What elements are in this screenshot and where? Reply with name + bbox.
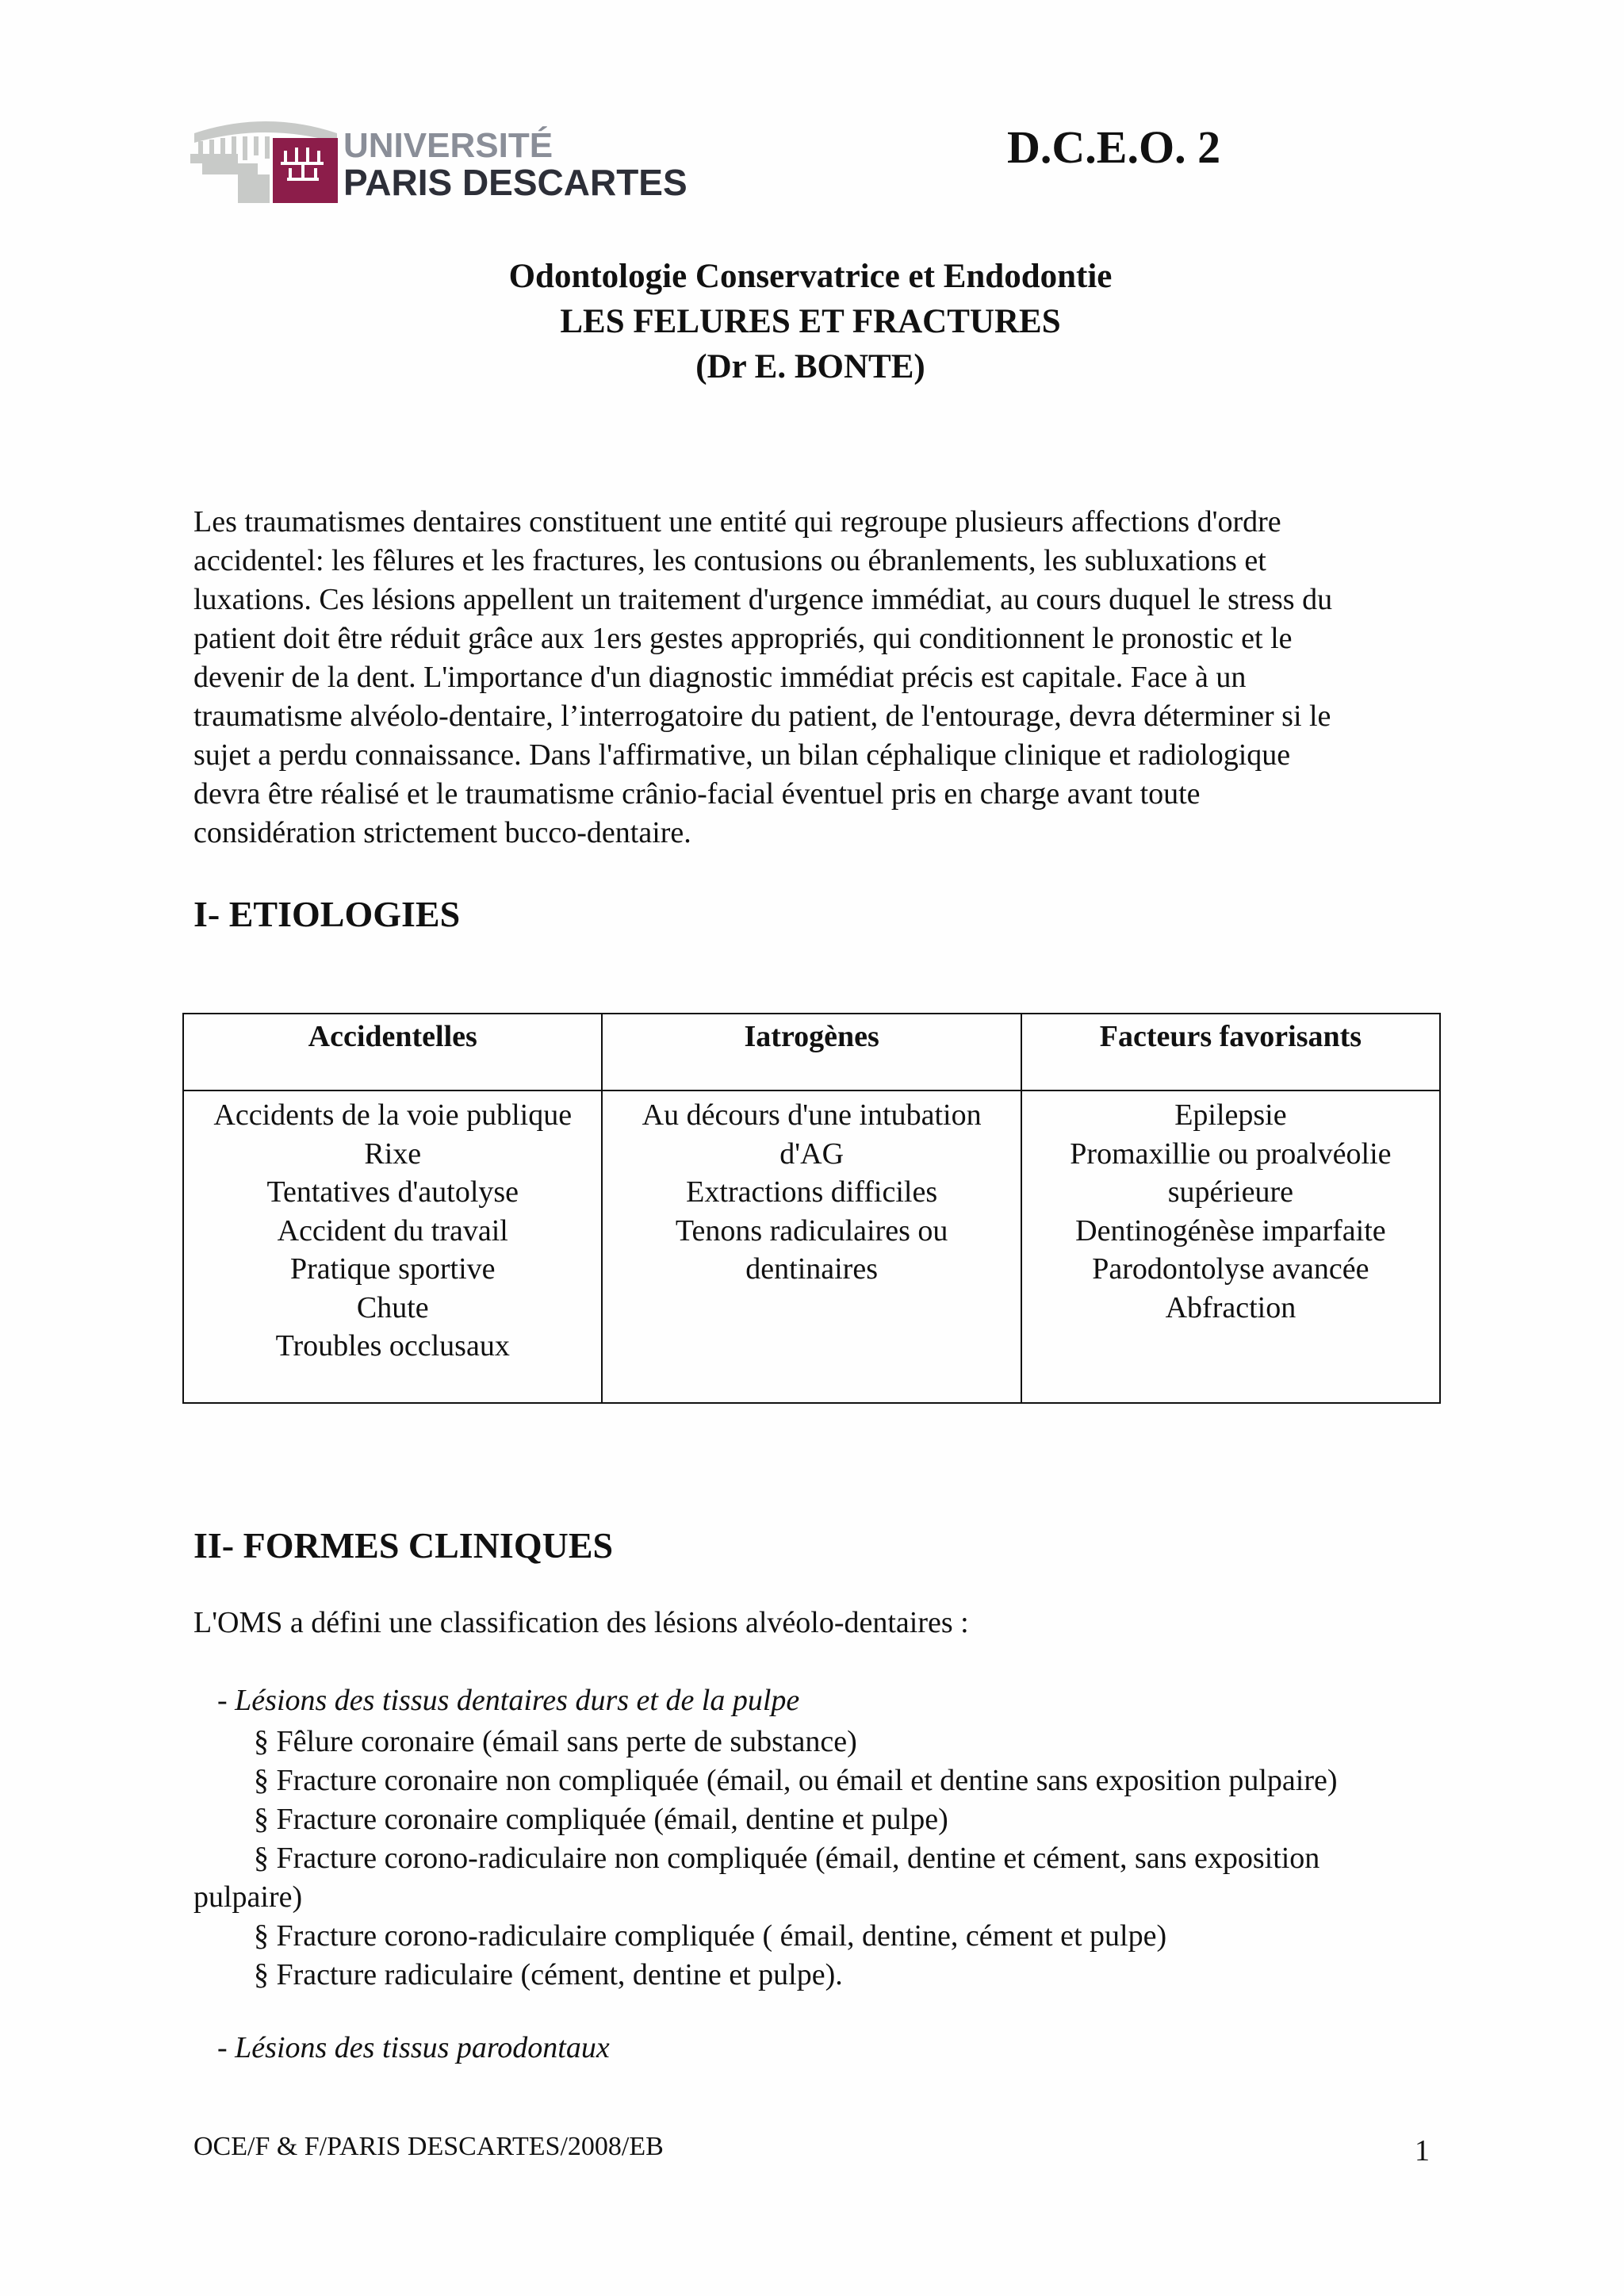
section-heading-formes-cliniques: II- FORMES CLINIQUES [193,1525,614,1566]
table-cell-accidentelles [183,1091,602,1403]
logo-line-2: PARIS DESCARTES [343,162,688,203]
tree-logo-icon [190,116,341,203]
author-line: (Dr E. BONTE) [695,348,925,385]
list-item: Accidents de la voie publique [213,1098,573,1132]
list-item: Rixe [364,1137,422,1171]
paragraph-line: patient doit être réduit grâce aux 1ers gestes appropriés, qui conditionnent le pronostic et le [193,622,1293,655]
topic-title: LES FELURES ET FRACTURES [560,303,1061,340]
list-item: § Fêlure coronaire (émail sans perte de substance) [254,1725,857,1758]
paragraph-line: Les traumatismes dentaires constituent une entité qui regroupe plusieurs affections d'ordre [193,505,1281,539]
list-item: Parodontolyse avancée [1092,1252,1369,1286]
etiologies-table [182,1013,1441,1404]
page-number: 1 [1415,2134,1430,2168]
table-header-row [183,1014,1440,1091]
list-item: Troubles occlusaux [275,1329,510,1363]
column-header: Facteurs favorisants [1021,1014,1440,1091]
list-item: Extractions difficiles [686,1175,938,1209]
category-label: Lésions des tissus dentaires durs et de la pulpe [235,1684,800,1717]
section-heading-etiologies: I- ETIOLOGIES [193,894,461,934]
paragraph-line: traumatisme alvéolo-dentaire, l’interrogatoire du patient, de l'entourage, devra déterminer si le [193,700,1331,733]
dash-bullet: - [217,2031,236,2064]
university-logo [190,116,698,203]
column-header: Accidentelles [183,1014,602,1091]
list-item: dentinaires [745,1252,878,1286]
list-item: Chute [356,1290,429,1324]
list-item-continuation: pulpaire) [193,1880,303,1914]
footer-reference: OCE/F & F/PARIS DESCARTES/2008/EB [193,2132,664,2161]
list-item: Pratique sportive [289,1252,496,1286]
table-cell-iatrogenes [602,1091,1021,1403]
logo-line-1: UNIVERSITÉ [343,126,553,165]
list-item: § Fracture coronaire compliquée (émail, dentine et pulpe) [254,1803,948,1836]
paragraph-line: devenir de la dent. L'importance d'un diagnostic immédiat précis est capitale. Face à un [193,661,1247,694]
list-item: d'AG [779,1137,845,1171]
intro-paragraph [193,503,1438,853]
paragraph-line: accidentel: les fêlures et les fractures, les contusions ou ébranlements, les subluxations et [193,544,1266,577]
list-item: Promaxillie ou proalvéolie [1070,1137,1392,1171]
subject-title: Odontologie Conservatrice et Endodontie [508,258,1113,295]
paragraph-line: sujet a perdu connaissance. Dans l'affirmative, un bilan céphalique clinique et radiologique [193,738,1291,772]
paragraph-line: considération strictement bucco-dentaire. [193,816,691,849]
list-item: Tenons radiculaires ou [675,1213,948,1248]
table-cell-facteurs [1021,1091,1440,1403]
list-item: Dentinogénèse imparfaite [1075,1213,1386,1248]
lesion-list [193,1723,1338,1995]
document-titles [0,254,1624,389]
list-item: Tentatives d'autolyse [266,1175,519,1209]
list-item: Abfraction [1165,1290,1297,1324]
logo-text [343,128,688,201]
course-code: D.C.E.O. 2 [1007,121,1221,173]
paragraph-line: luxations. Ces lésions appellent un traitement d'urgence immédiat, au cours duquel le stress du [193,583,1333,616]
category-label: Lésions des tissus parodontaux [235,2031,610,2064]
list-item: § Fracture coronaire non compliquée (émail, ou émail et dentine sans exposition pulpaire) [254,1764,1338,1797]
list-item: Accident du travail [277,1213,508,1248]
column-header: Iatrogènes [602,1014,1021,1091]
dash-bullet: - [217,1684,236,1717]
table-row [183,1091,1440,1403]
list-item: Epilepsie [1174,1098,1287,1132]
list-item: supérieure [1167,1175,1294,1209]
list-item: § Fracture corono-radiculaire compliquée ( émail, dentine, cément et pulpe) [254,1919,1167,1953]
classification-intro: L'OMS a défini une classification des lésions alvéolo-dentaires : [193,1606,969,1639]
list-item: § Fracture corono-radiculaire non compliquée (émail, dentine et cément, sans exposition [254,1842,1320,1875]
paragraph-line: devra être réalisé et le traumatisme crânio-facial éventuel pris en charge avant toute [193,777,1201,811]
category-hard-tissues [217,1683,799,1718]
list-item: Au décours d'une intubation [642,1098,982,1132]
list-item: § Fracture radiculaire (cément, dentine et pulpe). [254,1958,843,1991]
category-periodontal [217,2030,610,2065]
